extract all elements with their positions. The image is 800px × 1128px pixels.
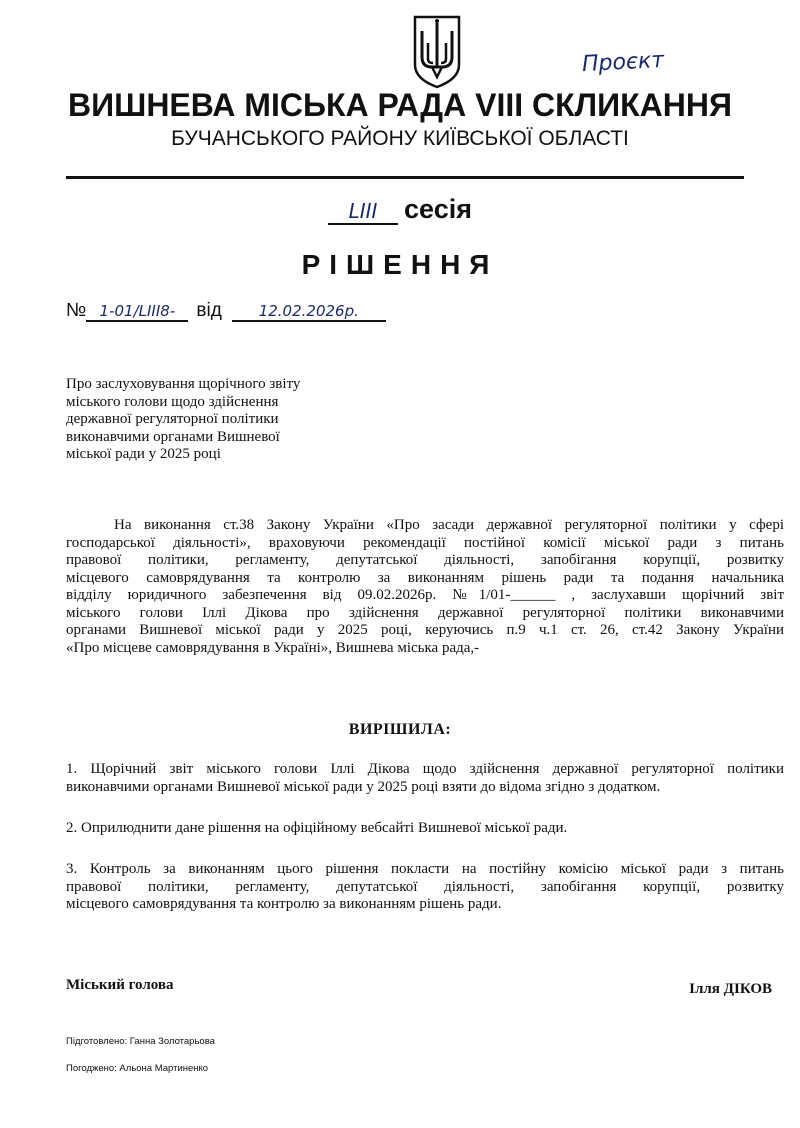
session-line	[0, 194, 800, 225]
preamble-line: «Про місцеве самоврядування в Україні», Вишнева міська рада,-	[66, 639, 480, 656]
decision-date: 12.02.2026р.	[232, 302, 386, 322]
preamble-line: правової політики, регламенту, депутатської діяльності, запобігання корупції, розвитку	[66, 552, 784, 568]
item-line: 1. Щорічний звіт міського голови Іллі Дікова щодо здійснення державної регуляторної політики	[66, 761, 784, 777]
draft-stamp: Проєкт	[581, 47, 665, 78]
item-line: правової політики, регламенту, депутатської діяльності, запобігання корупції, розвитку	[66, 878, 784, 895]
session-label: сесія	[404, 194, 472, 224]
decision-subject	[66, 376, 356, 464]
decision-heading: РІШЕННЯ	[301, 249, 499, 280]
district-title: БУЧАНСЬКОГО РАЙОНУ КИЇВСЬКОЇ ОБЛАСТІ	[171, 127, 629, 150]
resolved-heading: ВИРІШИЛА:	[348, 721, 452, 738]
agreed-by: Погоджено: Альона Мартиненко	[66, 1063, 209, 1074]
decision-item-3	[66, 861, 784, 914]
header-divider	[66, 176, 744, 179]
preamble-line: органами Вишневої міської ради у 2025 році, керуючись п.9 ч.1 ст. 26, ст.42 Закону України	[66, 622, 784, 638]
subject-line: виконавчими органами Вишневої	[66, 428, 280, 445]
signature-title: Міський голова	[66, 977, 174, 993]
decision-number-line	[66, 300, 386, 322]
preamble-line: місцевого самоврядування та контролю за виконанням рішень ради та подання начальника	[66, 569, 784, 586]
decision-number: 1-01/LIII8-	[86, 302, 188, 322]
decision-item-1	[66, 761, 784, 796]
trident-coat-of-arms-icon	[412, 15, 462, 89]
preamble-line: господарської діяльності», враховуючи рекомендації постійної комісії міської ради з питань	[66, 534, 784, 551]
session-number: LIII	[328, 199, 398, 225]
preamble-line: міського голови Іллі Дікова про здійснення державної регуляторної політики виконавчими	[66, 604, 784, 621]
subject-line: Про заслуховування щорічного звіту	[66, 376, 301, 392]
item-line: 3. Контроль за виконанням цього рішення покласти на постійну комісію міської ради з питань	[66, 861, 784, 877]
decision-item-2	[66, 820, 784, 838]
subject-line: міського голови щодо здійснення	[66, 393, 279, 410]
date-prefix: від	[196, 300, 222, 321]
prepared-by: Підготовлено: Ганна Золотарьова	[66, 1036, 215, 1047]
signature-name: Ілля ДІКОВ	[689, 981, 772, 997]
council-title: ВИШНЕВА МІСЬКА РАДА VIII СКЛИКАННЯ	[68, 87, 732, 123]
preamble-line: відділу юридичного забезпечення від 09.02.2026р. №1/01-______ , заслухавши щорічний звіт	[66, 587, 784, 603]
preamble	[66, 517, 784, 657]
item-line: виконавчими органами Вишневої міської ради у 2025 році взяти до відома згідно з додатком.	[66, 778, 661, 795]
preamble-line: На виконання ст.38 Закону України «Про засади державної регуляторної політики у сфері	[114, 517, 784, 533]
number-prefix: №	[66, 300, 87, 321]
subject-line: державної регуляторної політики	[66, 411, 279, 427]
item-line: місцевого самоврядування та контролю за виконанням рішень ради.	[66, 896, 502, 912]
item-line: 2. Оприлюднити дане рішення на офіційному вебсайті Вишневої міської ради.	[66, 820, 568, 836]
subject-line: міської ради у 2025 році	[66, 446, 221, 462]
